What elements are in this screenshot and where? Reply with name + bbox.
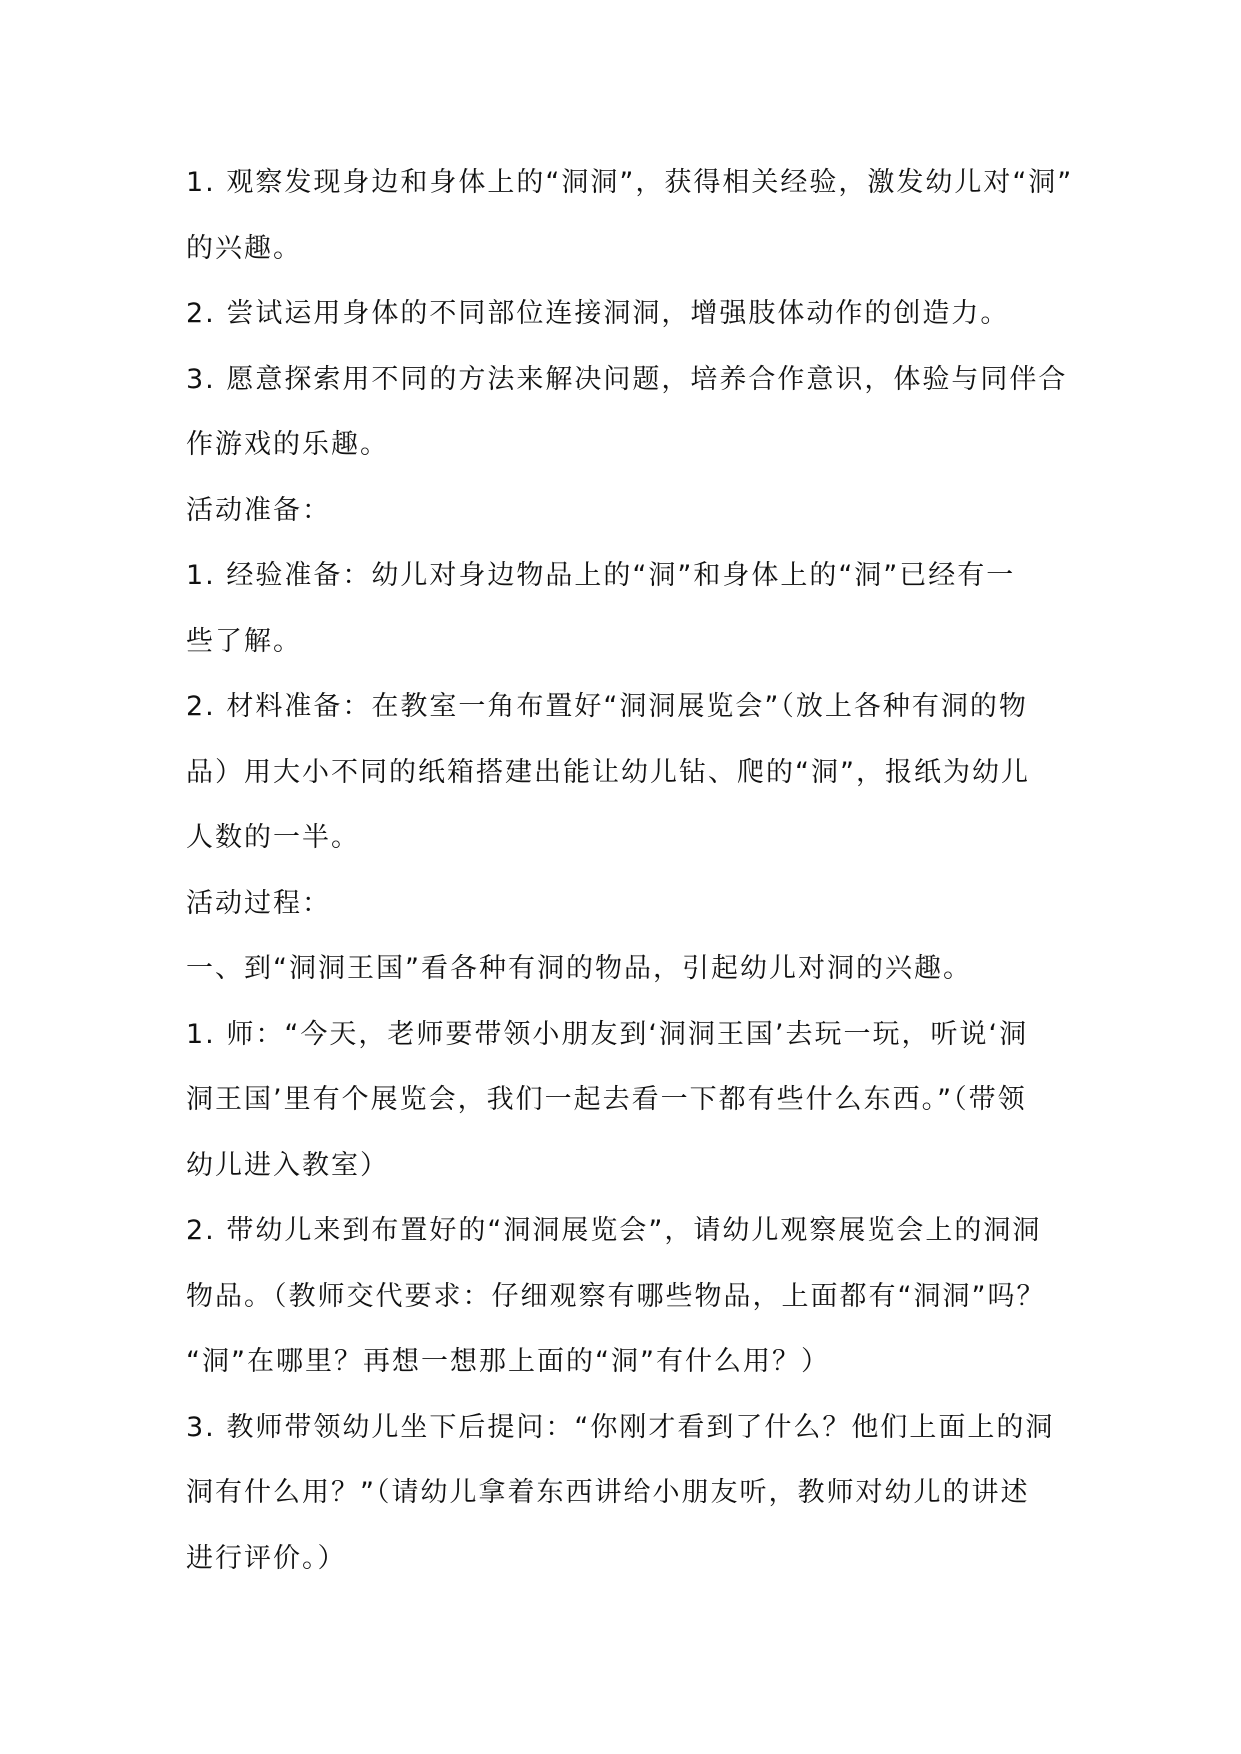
process-step-3-line-3: 进行评价。） [186, 1542, 347, 1574]
process-step-3-line-1: 3. 教师带领幼儿坐下后提问：“你刚才看到了什么？他们上面上的洞 [186, 1411, 1055, 1443]
process-step-1-line-3: 幼儿进入教室） [186, 1149, 389, 1181]
preparation-1-line-2: 些了解。 [186, 625, 302, 657]
process-step-1-line-1: 1. 师：“今天，老师要带领小朋友到‘洞洞王国’去玩一玩，听说‘洞 [186, 1018, 1029, 1050]
document-body [186, 150, 1074, 1591]
process-step-1-line-2: 洞王国’里有个展览会，我们一起去看一下都有些什么东西。”（带领 [186, 1084, 1027, 1115]
preparation-heading: 活动准备： [186, 494, 331, 526]
goal-3-line-1: 3. 愿意探索用不同的方法来解决问题，培养合作意识，体验与同伴合 [186, 363, 1068, 395]
goal-1-line-2: 的兴趣。 [186, 232, 302, 264]
process-section-1-title: 一、到“洞洞王国”看各种有洞的物品，引起幼儿对洞的兴趣。 [186, 953, 972, 984]
goal-2: 2. 尝试运用身体的不同部位连接洞洞，增强肢体动作的创造力。 [186, 298, 1010, 329]
goal-3-line-2: 作游戏的乐趣。 [186, 429, 389, 460]
process-step-2-line-1: 2. 带幼儿来到布置好的“洞洞展览会”，请幼儿观察展览会上的洞洞 [186, 1215, 1042, 1246]
preparation-2-line-1: 2. 材料准备：在教室一角布置好“洞洞展览会”（放上各种有洞的物 [186, 691, 1028, 722]
process-step-3-line-2: 洞有什么用？”（请幼儿拿着东西讲给小朋友听，教师对幼儿的讲述 [186, 1477, 1030, 1508]
process-step-2-line-2: 物品。（教师交代要求：仔细观察有哪些物品，上面都有“洞洞”吗？ [186, 1280, 1046, 1312]
process-step-2-line-3: “洞”在哪里？再想一想那上面的“洞”有什么用？） [186, 1346, 830, 1377]
preparation-2-line-2: 品）用大小不同的纸箱搭建出能让幼儿钻、爬的“洞”，报纸为幼儿 [186, 756, 1030, 788]
preparation-1-line-1: 1. 经验准备：幼儿对身边物品上的“洞”和身体上的“洞”已经有一 [186, 560, 1016, 591]
process-heading: 活动过程： [186, 887, 331, 919]
goal-1-line-1: 1. 观察发现身边和身体上的“洞洞”，获得相关经验，激发幼儿对“洞” [186, 167, 1074, 198]
preparation-2-line-3: 人数的一半。 [186, 822, 360, 853]
